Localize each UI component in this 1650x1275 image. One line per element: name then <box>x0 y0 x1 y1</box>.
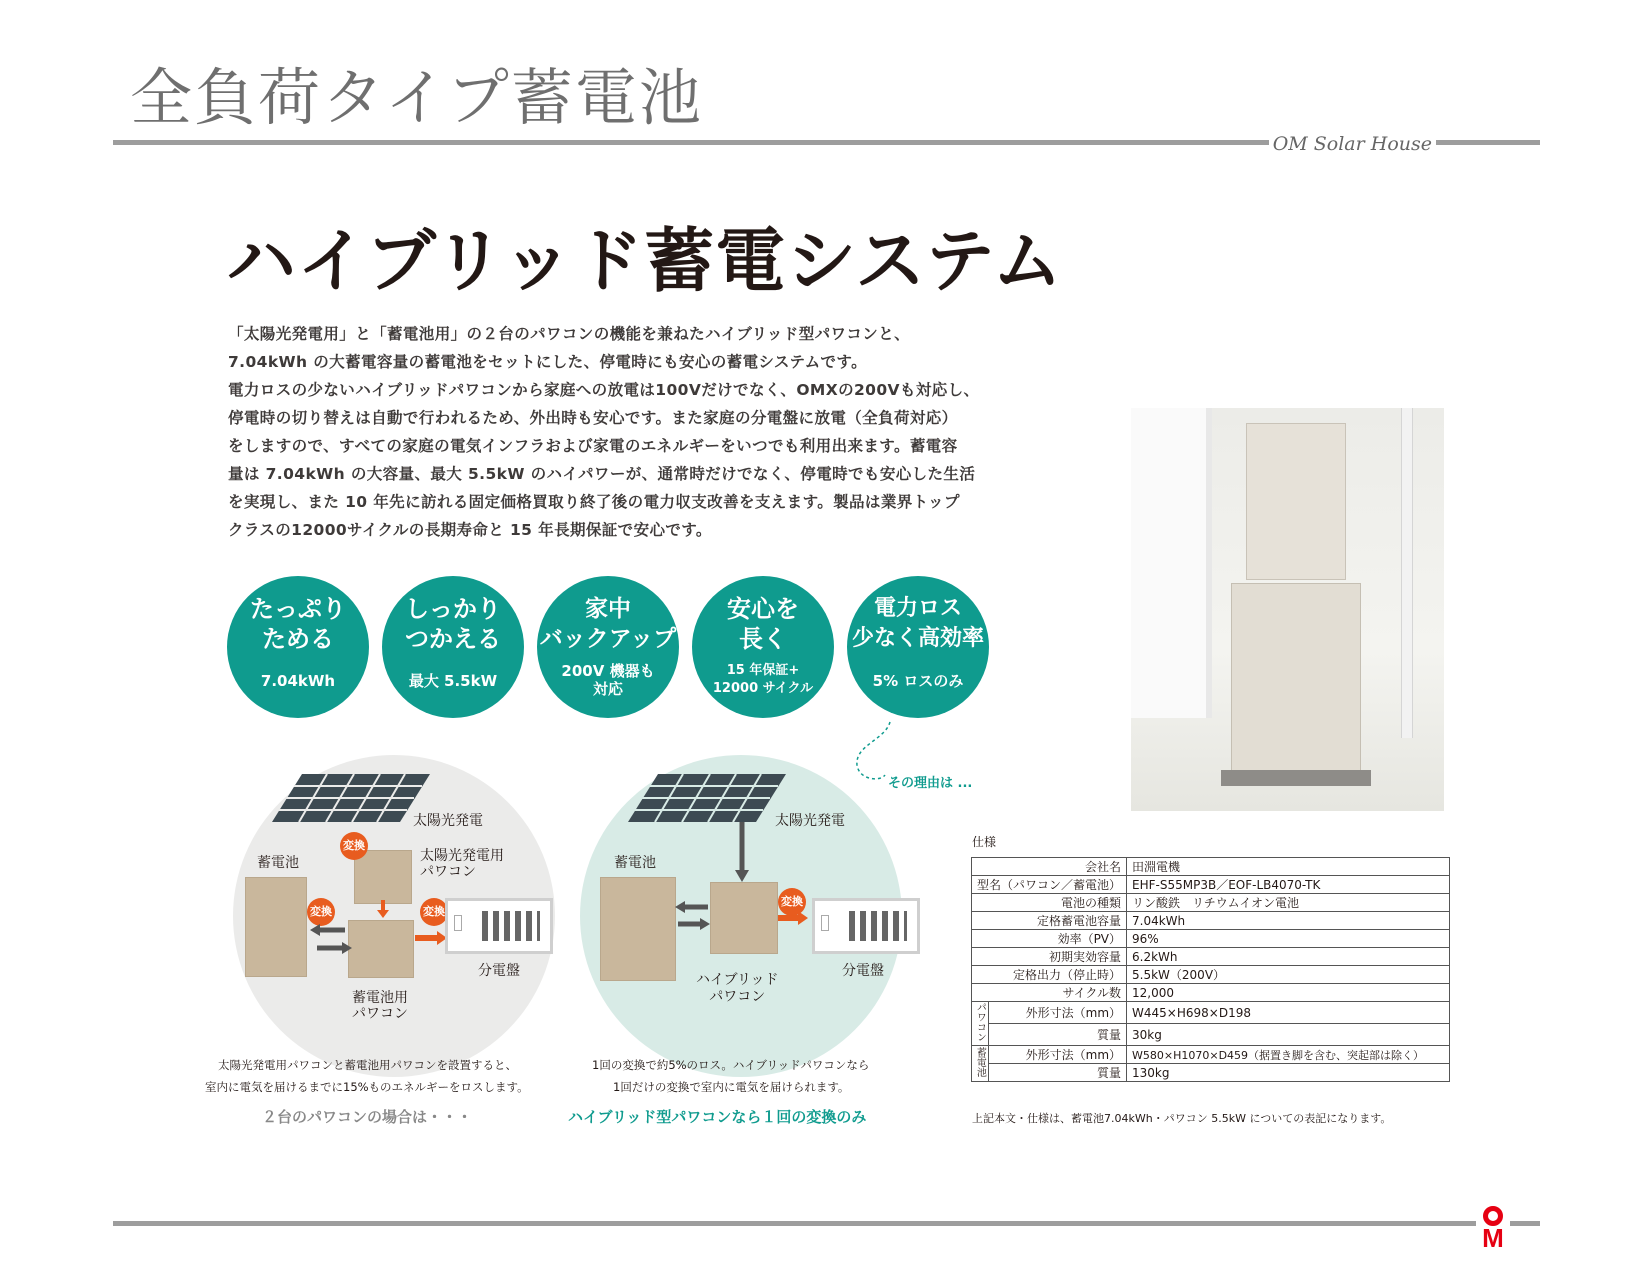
right-caption-line: 1回の変換で約5%のロス。ハイブリッドパワコンなら <box>592 1058 870 1072</box>
table-row <box>972 876 1450 894</box>
table-row <box>972 894 1450 912</box>
table-row <box>972 984 1450 1002</box>
spec-value: EHF-S55MP3B／EOF-LB4070-TK <box>1127 876 1450 894</box>
product-photo <box>1131 408 1444 811</box>
spec-value: 田淵電機 <box>1127 858 1450 876</box>
spec-value: 96% <box>1127 930 1450 948</box>
right-caption-line: 1回だけの変換で室内に電気を届けられます。 <box>613 1080 850 1094</box>
body-line: 電力ロスの少ないハイブリッドパワコンから家庭への放電は100Vだけでなく、OMXの200Vも対応し、 <box>228 381 980 399</box>
spec-value: 30kg <box>1127 1024 1450 1046</box>
spec-key: 初期実効容量 <box>972 948 1127 966</box>
feature-title: 安心を 長く <box>727 595 799 653</box>
feature-circle-backup <box>537 576 679 718</box>
spec-value: 5.5kW（200V） <box>1127 966 1450 984</box>
spec-key: 会社名 <box>972 858 1127 876</box>
feature-sub: 最大 5.5kW <box>408 672 498 690</box>
spec-value: W445×H698×D198 <box>1127 1002 1450 1024</box>
feature-sub: 7.04kWh <box>260 672 336 690</box>
table-row <box>972 1024 1450 1046</box>
body-line: をしますので、すべての家庭の電気インフラおよび家電のエネルギーをいつでも利用出来ます。蓄電容 <box>228 437 958 455</box>
body-line: 量は 7.04kWh の大容量、最大 5.5kW のハイパワーが、通常時だけでなく、停電時でも安心した生活 <box>228 465 976 483</box>
spec-key: 電池の種類 <box>972 894 1127 912</box>
spec-key: 外形寸法（mm） <box>988 1002 1126 1024</box>
table-row <box>972 1002 1450 1024</box>
feature-title: しっかり つかえる <box>405 595 501 653</box>
right-battery-box <box>600 877 676 981</box>
reason-label: その理由は ... <box>888 776 973 791</box>
page-title: 全負荷タイプ蓄電池 <box>130 61 703 134</box>
left-solar-label: 太陽光発電 <box>413 813 483 829</box>
spec-note: 上記本文・仕様は、蓄電池7.04kWh・パワコン 5.5kW についての表記になります。 <box>972 1112 1392 1125</box>
left-distribution-panel <box>445 898 553 954</box>
om-logo <box>1476 1206 1510 1254</box>
spec-key: 質量 <box>988 1064 1126 1082</box>
feature-circle-efficiency <box>847 576 989 718</box>
spec-title: 仕様 <box>972 835 997 849</box>
table-row <box>972 858 1450 876</box>
table-row <box>972 912 1450 930</box>
brand-label: OM Solar House <box>1269 133 1436 155</box>
feature-sub: 5% ロスのみ <box>872 672 964 690</box>
feature-circle-store <box>227 576 369 718</box>
left-caption-line: 太陽光発電用パワコンと蓄電池用パワコンを設置すると、 <box>218 1058 517 1072</box>
feature-circle-longlife <box>692 576 834 718</box>
feature-title: たっぷり ためる <box>250 595 346 653</box>
spec-value: 7.04kWh <box>1127 912 1450 930</box>
om-logo-m-icon: M <box>1482 1223 1504 1253</box>
table-row <box>972 948 1450 966</box>
photo-battery-unit <box>1231 583 1361 775</box>
spec-value: 130kg <box>1127 1064 1450 1082</box>
body-line: を実現し、また 10 年先に訪れる固定価格買取り終了後の電力収支改善を支えます。製品は業界トップ <box>228 493 960 511</box>
spec-table <box>971 857 1450 1082</box>
feature-title: 電力ロス 少なく高効率 <box>851 596 984 651</box>
table-row <box>972 1064 1450 1082</box>
spec-group-label: パワコン <box>972 1002 989 1046</box>
left-battery-label: 蓄電池 <box>257 855 299 871</box>
right-hybrid-pcs-label: ハイブリッド パワコン <box>696 972 779 1005</box>
photo-drain-pipe <box>1401 408 1413 738</box>
solar-panel-icon <box>272 772 432 824</box>
right-hybrid-pcs-box <box>710 882 778 954</box>
left-panel-label: 分電盤 <box>478 963 520 979</box>
body-line: 「太陽光発電用」と「蓄電池用」の２台のパワコンの機能を兼ねたハイブリッド型パワコンと、 <box>228 325 910 343</box>
spec-key: サイクル数 <box>972 984 1127 1002</box>
convert-badge: 変換 <box>340 832 368 860</box>
spec-key: 効率（PV） <box>972 930 1127 948</box>
right-distribution-panel <box>812 898 920 954</box>
convert-badge: 変換 <box>420 898 448 926</box>
spec-group-label: 蓄電池 <box>972 1046 989 1082</box>
spec-value: 12,000 <box>1127 984 1450 1002</box>
left-diagram-footer: ２台のパワコンの場合は・・・ <box>262 1108 473 1126</box>
spec-key: 外形寸法（mm） <box>988 1046 1126 1064</box>
left-battery-pcs-label: 蓄電池用 パワコン <box>352 990 408 1022</box>
left-solar-pcs-label: 太陽光発電用 パワコン <box>420 848 504 880</box>
table-row <box>972 966 1450 984</box>
right-battery-label: 蓄電池 <box>614 855 656 871</box>
feature-sub: 15 年保証+ 12000 サイクル <box>712 663 814 696</box>
table-row <box>972 930 1450 948</box>
right-panel-label: 分電盤 <box>842 963 884 979</box>
spec-key: 定格出力（停止時） <box>972 966 1127 984</box>
footer-rule <box>113 1221 1540 1226</box>
left-solar-pcs-box <box>354 850 412 904</box>
spec-key: 型名（パワコン／蓄電池） <box>972 876 1127 894</box>
feature-title: 家中 バックアップ <box>539 596 677 652</box>
left-caption-line: 室内に電気を届けるまでに15%ものエネルギーをロスします。 <box>205 1080 529 1094</box>
right-diagram-footer: ハイブリッド型パワコンなら１回の変換のみ <box>568 1108 867 1126</box>
left-flow-arrows <box>305 900 465 970</box>
spec-value: リン酸鉄 リチウムイオン電池 <box>1127 894 1450 912</box>
headline: ハイブリッド蓄電システム <box>226 220 1064 302</box>
feature-circle-use <box>382 576 524 718</box>
photo-pcs-unit <box>1246 423 1346 580</box>
spec-value: W580×H1070×D459（据置き脚を含む、突起部は除く） <box>1127 1046 1450 1064</box>
table-row <box>972 1046 1450 1064</box>
body-line: クラスの12000サイクルの長期寿命と 15 年長期保証で安心です。 <box>228 521 712 539</box>
spec-key: 定格蓄電池容量 <box>972 912 1127 930</box>
left-battery-box <box>245 877 307 977</box>
right-solar-label: 太陽光発電 <box>775 813 845 829</box>
body-line: 7.04kWh の大蓄電容量の蓄電池をセットにした、停電時にも安心の蓄電システムです。 <box>228 353 867 371</box>
convert-badge: 変換 <box>778 888 806 916</box>
spec-value: 6.2kWh <box>1127 948 1450 966</box>
convert-badge: 変換 <box>307 898 335 926</box>
body-line: 停電時の切り替えは自動で行われるため、外出時も安心です。また家庭の分電盤に放電（全負荷対応） <box>228 409 958 427</box>
solar-panel-icon <box>628 772 788 824</box>
spec-key: 質量 <box>988 1024 1126 1046</box>
photo-window <box>1131 408 1212 718</box>
feature-sub: 200V 機器も 対応 <box>561 662 655 698</box>
photo-base <box>1221 770 1371 786</box>
